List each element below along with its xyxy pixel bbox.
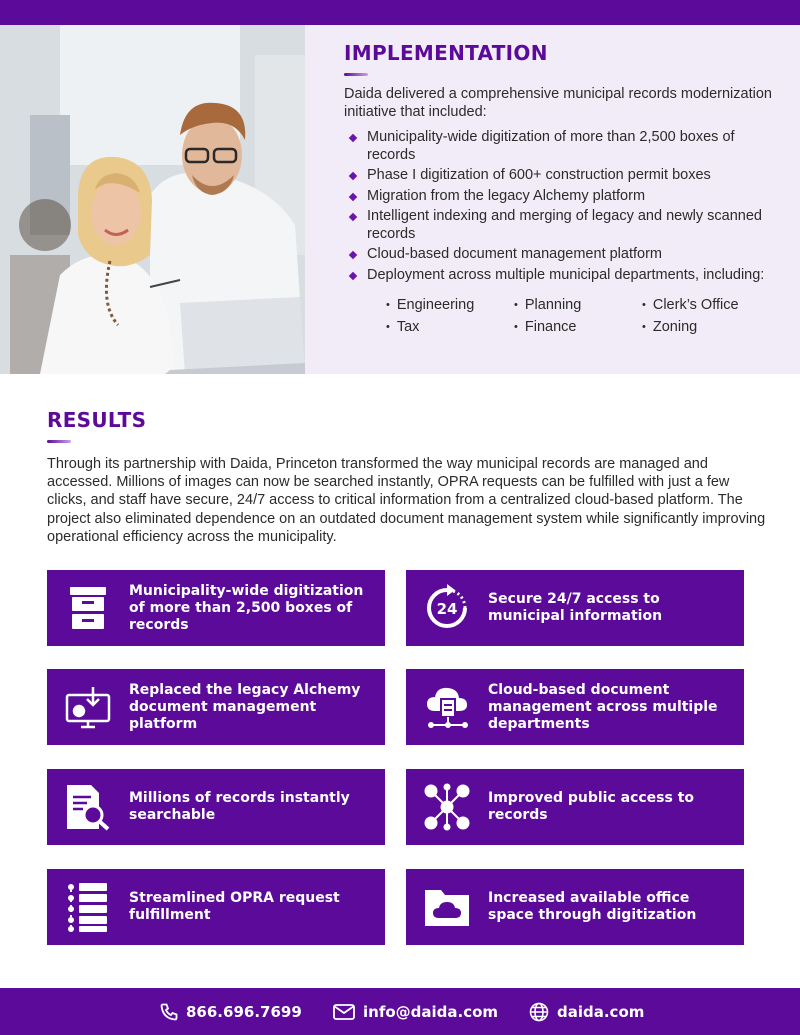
list-item: Intelligent indexing and merging of legacy and newly scanned records [344, 208, 774, 243]
list-item: Migration from the legacy Alchemy platform [344, 188, 774, 206]
list-item: Deployment across multiple municipal departments, including: [344, 267, 774, 285]
results-section [47, 408, 767, 546]
globe-icon [529, 1002, 549, 1022]
results-heading: RESULTS [47, 408, 147, 432]
cloud-folder-icon [406, 869, 488, 945]
svg-text:24: 24 [436, 600, 458, 618]
department-item: • Zoning [642, 319, 770, 338]
result-card [47, 769, 385, 845]
card-label: Millions of records instantly searchable [129, 790, 350, 823]
card-label: Secure 24/7 access to municipal information [488, 591, 663, 624]
top-bar [0, 0, 800, 25]
monitor-download-icon [47, 669, 129, 745]
cloud-document-icon [406, 669, 488, 745]
card-label: Increased available office space through digitization [488, 890, 697, 923]
result-card [47, 669, 385, 745]
diamond-bullet-icon [349, 251, 357, 259]
diamond-bullet-icon [349, 271, 357, 279]
diamond-bullet-icon [349, 172, 357, 180]
phone-link[interactable] [160, 988, 302, 1035]
card-label: Improved public access to records [488, 790, 695, 823]
diamond-bullet-icon [349, 213, 357, 221]
list-item: Municipality-wide digitization of more than 2,500 boxes of records [344, 129, 774, 164]
department-item: • Finance [514, 319, 642, 338]
heading-underline [344, 73, 368, 76]
implementation-intro: Daida delivered a comprehensive municipal records modernization initiative that included: [344, 86, 772, 120]
department-item: • Clerk’s Office [642, 297, 770, 316]
list-item: Phase I digitization of 600+ construction permit boxes [344, 167, 774, 185]
mail-icon [333, 1004, 355, 1020]
heading-underline [47, 440, 71, 443]
diamond-bullet-icon [349, 192, 357, 200]
phone-number: 866.696.7699 [186, 1002, 302, 1021]
result-card [406, 769, 744, 845]
result-card [47, 869, 385, 945]
card-label: Replaced the legacy Alchemy document management platform [129, 681, 361, 732]
footer [0, 988, 800, 1035]
archive-boxes-icon [47, 570, 129, 646]
diamond-bullet-icon [349, 134, 357, 142]
office-photo [0, 25, 305, 374]
results-text: Through its partnership with Daida, Princeton transformed the way municipal records are managed and accessed. Millions of images can now be searched instantly, OPRA requests can be fulfilled with just a few clicks, and staff have secure, 24/7 access to critical information from a centralized cloud-based platform. The project also eliminated dependence on an outdated document management system while significantly improving operational efficiency across the municipality. [47, 456, 766, 545]
implementation-content [344, 41, 774, 337]
implementation-section [0, 25, 800, 374]
implementation-heading: IMPLEMENTATION [344, 41, 548, 65]
implementation-list [344, 129, 774, 284]
website-link[interactable] [529, 988, 644, 1035]
card-label: Streamlined OPRA request fulfillment [129, 890, 340, 923]
department-item: • Engineering [386, 297, 514, 316]
email-address: info@daida.com [363, 1002, 499, 1021]
document-search-icon [47, 769, 129, 845]
clock-24-icon [406, 570, 488, 646]
result-card [47, 570, 385, 646]
department-grid [386, 297, 774, 337]
result-card [406, 669, 744, 745]
department-item: • Planning [514, 297, 642, 316]
request-list-icon [47, 869, 129, 945]
website-url: daida.com [557, 1002, 645, 1021]
result-card [406, 570, 744, 646]
card-label: Cloud-based document management across multiple departments [488, 681, 718, 732]
result-card [406, 869, 744, 945]
email-link[interactable] [333, 988, 498, 1035]
list-item: Cloud-based document management platform [344, 246, 774, 264]
phone-icon [160, 1003, 178, 1021]
people-network-icon [406, 769, 488, 845]
card-label: Municipality-wide digitization of more than 2,500 boxes of records [129, 582, 364, 633]
department-item: • Tax [386, 319, 514, 338]
